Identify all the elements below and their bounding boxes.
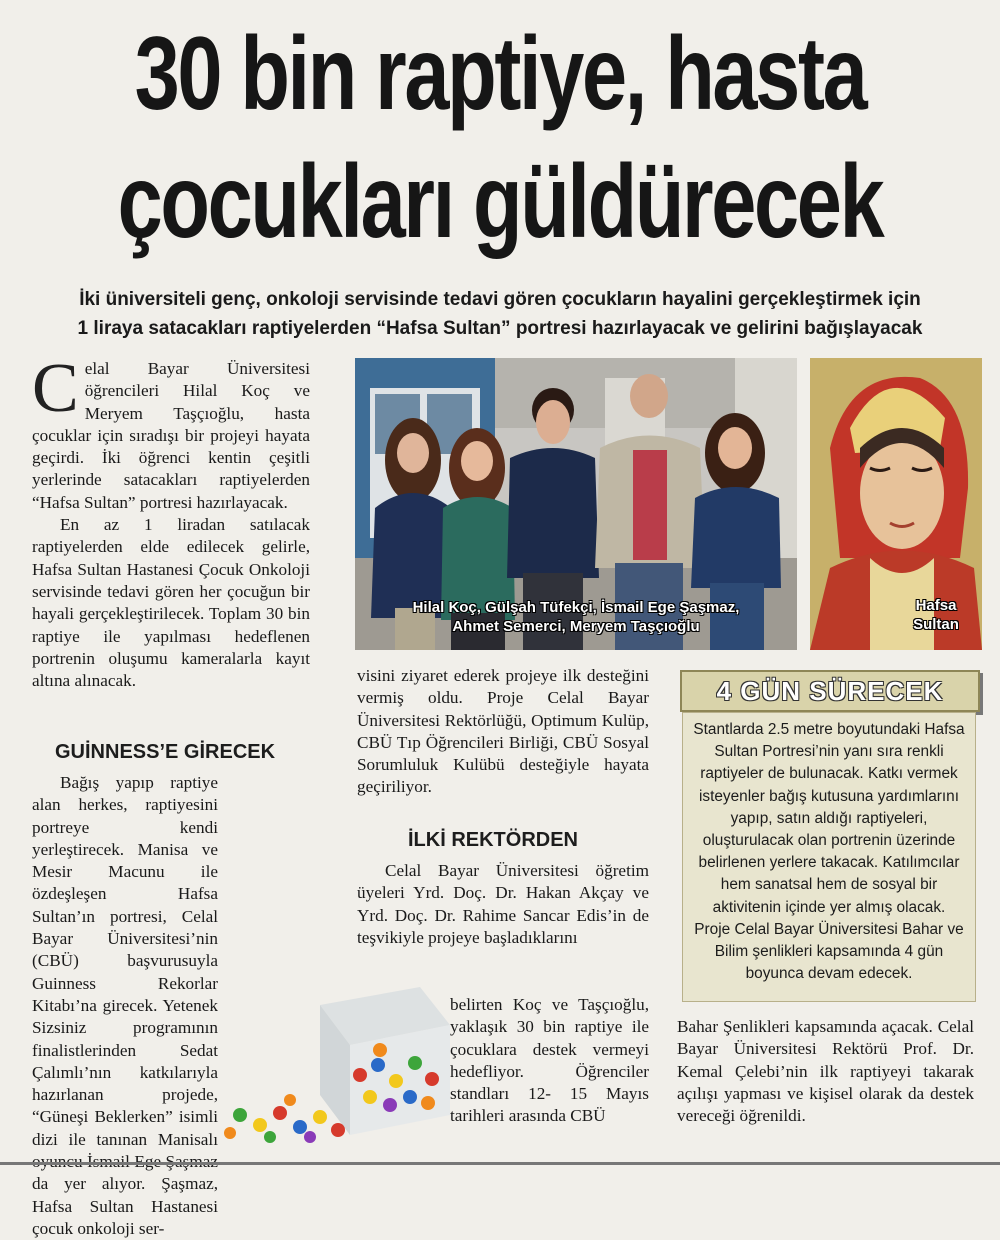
headline-line-1: 30 bin raptiye, hasta	[134, 16, 866, 132]
subhead-guinness: GUİNNESS’E GİRECEK	[55, 741, 276, 763]
article-column-3	[677, 1016, 974, 1127]
group-photo	[355, 358, 797, 650]
paragraph-2: En az 1 liradan satılacak raptiyelerden elde edilecek gelirle, Hafsa Sultan Hastanesi Çocuk Onkoloji servisinde tedavi gören her çocuğun bir hayali gerçekleştirilecek. Toplam 30 bin raptiye ile yapılması hedeflenen portrenin oluşumu kameralarla kayıt altına alınacak.	[32, 515, 310, 691]
paragraph-3: Bağış yapıp raptiye alan herkes, raptiyesini portreye kendi yerleştirecek. Manisa ve Mesir Macunu ile özdeşleşen Hafsa Sultan’ın portresi, Celal Bayar Üniversitesi’nin (CBÜ) başvurusuyla Guinness Rekorlar Kitabı’na girecek. Yetenek Sizsiniz programının finalistlerinden Sedat Çalımlı’nın katkılarıyla hazırlanan projede, “Güneşi Beklerken” isimli dizi ile tanınan Manisalı da yer alıyor. Şaşmaz, Hafsa Sultan Hastanesi çocuk onkoloji ser-	[32, 773, 218, 1238]
intro-text: elal Bayar Üniversitesi öğrencileri Hilal Koç ve Meryem Taşçıoğlu, hasta çocuklar için sıradışı bir projeyi hayata geçirdi. İki öğrenci kentin çeşitli yerlerinde satacakları raptiyelerden “Hafsa Sultan” portresi hazırlayacak.	[32, 359, 310, 512]
column-2-paragraph-1: visini ziyaret ederek projeye ilk desteğini vermiş oldu. Proje Celal Bayar Üniversitesi Rektörlüğü, Optimum Kulüp, CBÜ Tıp Öğrencileri Birliği, CBÜ Sosyal Sorumluluk Kulübü desteğiyle hayata geçiriliyor.	[357, 666, 649, 797]
subheadline-line-1: İki üniversiteli genç, onkoloji servisinde tedavi gören çocukların hayalini gerçekleştirmek için	[79, 289, 921, 310]
group-photo-caption-line-2: Ahmet Semerci, Meryem Taşçıoğlu	[452, 618, 700, 635]
group-photo-caption-line-1: Hilal Koç, Gülşah Tüfekçi, İsmail Ege Şaşmaz,	[412, 599, 740, 616]
box-body	[682, 712, 976, 1002]
column-3-paragraph: Bahar Şenlikleri kapsamında açacak. Celal Bayar Üniversitesi Rektörü Prof. Dr. Kemal Çelebi’nin ilk raptiyeyi takarak açılışı yapması ve kişisel olarak da destek vereceği öğrenildi.	[677, 1017, 974, 1126]
column-2-paragraph-3: belirten Koç ve Taşçıoğlu, yaklaşık 30 bin raptiye ile çocuklara destek vermeyi hedefliyor. Öğrenciler standları 12- 15 Mayıs tarihleri arasında CBÜ	[450, 995, 649, 1126]
drop-cap: C	[32, 350, 79, 427]
article-column-2	[357, 665, 649, 799]
portrait-caption-line-1: Hafsa	[915, 597, 957, 614]
hafsa-sultan-portrait	[810, 358, 982, 650]
group-photo-caption	[355, 598, 797, 636]
pushpin-box-illustration	[210, 985, 450, 1145]
pushpin-box-image	[210, 985, 450, 1145]
portrait-caption-line-2: Sultan	[913, 616, 959, 633]
box-title: 4 GÜN SÜRECEK	[680, 670, 980, 712]
portrait-caption	[890, 596, 982, 634]
column-2-paragraph-2: Celal Bayar Üniversitesi öğretim üyeleri Yrd. Doç. Dr. Hakan Akçay ve Yrd. Doç. Dr. Rahime Sancar Edis’in de teşvikiyle projeye başladıklarını	[357, 861, 649, 947]
article-column-2-lower	[357, 860, 649, 949]
article-column-2-bottom	[450, 994, 649, 1128]
article-column-1	[32, 350, 310, 692]
box-text: Stantlarda 2.5 metre boyutundaki Hafsa Sultan Portresi’nin yanı sıra renkli raptiyeler de bulunacak. Katkı vermek isteyenler bağış kutusuna yardımlarını yapıp, satın aldığı raptiyeleri, oluşturulacak olan portrenin üzerinde belirlenen yerlere takacak. Katılımcılar hem sanatsal hem de sosyal bir aktivitenin içinde yer almış olacak. Proje Celal Bayar Üniversitesi Bahar ve Bilim şenlikleri kapsamında 4 gün boyunca devam edecek.	[693, 721, 965, 983]
headline-line-2: çocukları güldürecek	[117, 144, 883, 260]
bottom-rule	[0, 1162, 1000, 1165]
intro-paragraph	[32, 350, 310, 514]
subhead-rektorden: İLKİ REKTÖRDEN	[408, 829, 578, 851]
subheadline-line-2: 1 liraya satacakları raptiyelerden “Hafsa Sultan” portresi hazırlayacak ve gelirini bağışlayacak	[77, 318, 923, 339]
